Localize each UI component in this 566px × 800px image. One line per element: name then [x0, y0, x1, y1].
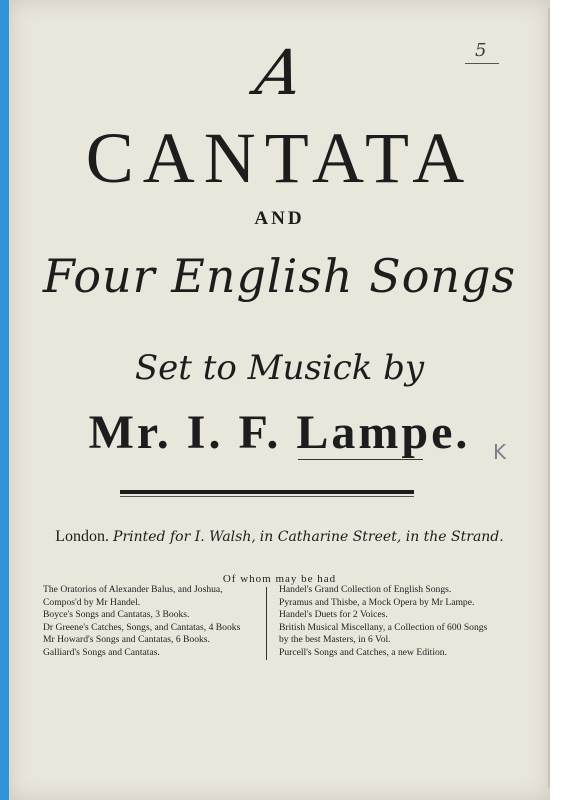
imprint-printed-for: Printed for I. Walsh,: [113, 529, 256, 545]
advert-item: Mr Howard's Songs and Cantatas, 6 Books.: [43, 634, 210, 645]
advert-item: Pyramus and Thisbe, a Mock Opera by Mr Lampe.: [279, 596, 475, 608]
advert-item: Dr Greene's Catches, Songs, and Cantatas, 4 Books: [43, 621, 241, 633]
column-divider: [266, 587, 267, 660]
folio-number: 5: [475, 40, 487, 61]
title-cantata: CANTATA: [85, 118, 474, 198]
margin-pencil-mark: K: [493, 440, 507, 464]
title-four-english-songs: Four English Songs: [42, 249, 517, 303]
composer-name: Lampe.: [296, 406, 471, 459]
advert-column-right: [279, 584, 519, 659]
thick-rule: [120, 490, 414, 494]
scan-margin: [550, 0, 566, 800]
advert-item: Compos'd by Mr Handel.: [43, 596, 141, 608]
advert-item: Handel's Grand Collection of English Songs.: [279, 584, 452, 595]
advert-item: Galliard's Songs and Cantatas.: [43, 646, 160, 658]
advert-item: by the best Masters, in 6 Vol.: [279, 634, 391, 645]
composer-line: [9, 405, 550, 461]
title-line-a: A: [250, 36, 309, 109]
imprint-address: in Catharine Street, in the Strand.: [259, 529, 504, 545]
composer-underline: [298, 459, 423, 460]
advert-heading: Of whom may be had: [222, 573, 337, 585]
imprint-place: London.: [55, 528, 110, 545]
advert-item: Handel's Duets for 2 Voices.: [279, 609, 388, 620]
scan-edge: [0, 0, 9, 800]
imprint: [9, 528, 550, 546]
advert-item: Purcell's Songs and Catches, a new Edition.: [279, 646, 447, 658]
advert-item: British Musical Miscellany, a Collection of 600 Songs: [279, 621, 488, 633]
advert-column-left: [43, 584, 265, 659]
composer-prefix: Mr. I. F.: [88, 406, 297, 459]
title-and: AND: [254, 208, 305, 229]
advert-item: The Oratorios of Alexander Balus, and Joshua,: [43, 584, 223, 595]
advert-item: Boyce's Songs and Cantatas, 3 Books.: [43, 609, 190, 620]
thin-rule: [120, 496, 414, 497]
title-set-to-musick: Set to Musick by: [134, 348, 425, 388]
